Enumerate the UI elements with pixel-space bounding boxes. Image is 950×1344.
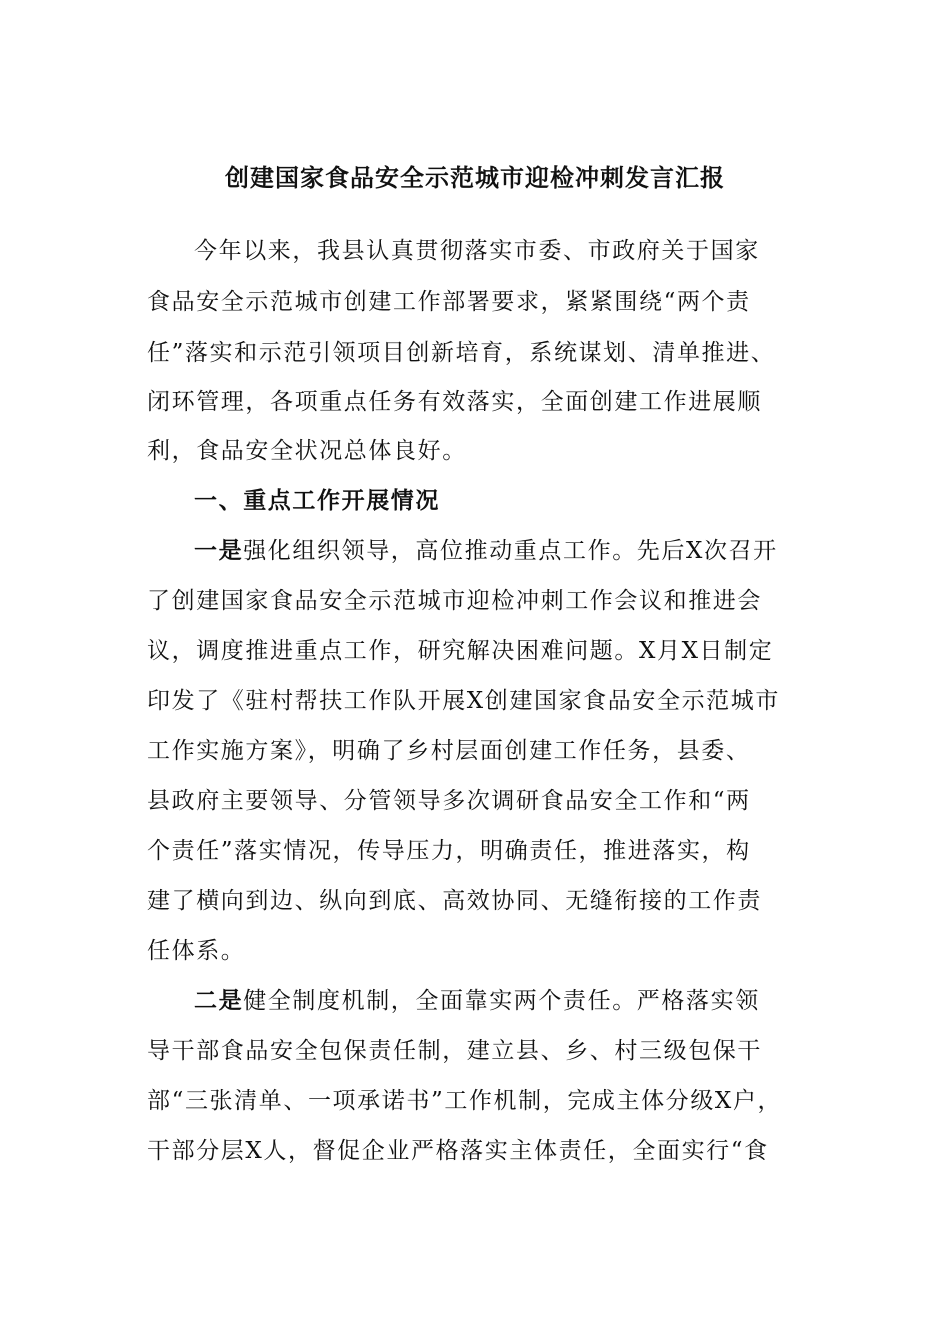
item1-line-7: 个责任”落实情况，传导压力，明确责任，推进落实，构 <box>147 838 751 864</box>
item1-line-3: 议，调度推进重点工作，研究解决困难问题。X月X日制定 <box>147 638 774 664</box>
intro-line-1: 今年以来，我县认真贯彻落实市委、市政府关于国家 <box>194 238 760 264</box>
item2-first-line <box>194 984 760 1018</box>
document-title: 创建国家食品安全示范城市迎检冲刺发言汇报 <box>225 164 725 192</box>
section-heading: 一、重点工作开展情况 <box>194 488 440 514</box>
item2-line-2: 导干部食品安全包保责任制，建立县、乡、村三级包保干 <box>147 1038 762 1064</box>
item2-line-4: 干部分层X人，督促企业严格落实主体责任，全面实行“食 <box>147 1138 769 1164</box>
intro-line-4: 闭环管理，各项重点任务有效落实，全面创建工作进展顺 <box>147 389 762 415</box>
item2-line-3: 部“三张清单、一项承诺书”工作机制，完成主体分级X户， <box>147 1088 783 1114</box>
item2-first-line-text: 健全制度机制，全面靠实两个责任。严格落实领 <box>243 988 760 1014</box>
item1-lead: 一是 <box>194 538 244 564</box>
item1-line-9: 任体系。 <box>147 938 246 964</box>
item1-line-4: 印发了《驻村帮扶工作队开展X创建国家食品安全示范城市 <box>147 688 780 714</box>
item1-first-line-text: 强化组织领导，高位推动重点工作。先后X次召开 <box>243 538 778 564</box>
intro-line-5: 利，食品安全状况总体良好。 <box>147 438 467 464</box>
item1-line-6: 县政府主要领导、分管领导多次调研食品安全工作和“两 <box>147 788 751 814</box>
intro-line-3: 任”落实和示范引领项目创新培育，系统谋划、清单推进、 <box>147 340 776 366</box>
item1-line-8: 建了横向到边、纵向到底、高效协同、无缝衔接的工作责 <box>147 888 762 914</box>
item1-line-2: 了创建国家食品安全示范城市迎检冲刺工作会议和推进会 <box>147 588 762 614</box>
item1-first-line <box>194 534 778 568</box>
item2-lead: 二是 <box>194 988 244 1014</box>
item1-line-5: 工作实施方案》，明确了乡村层面创建工作任务，县委、 <box>147 738 751 764</box>
intro-line-2: 食品安全示范城市创建工作部署要求，紧紧围绕“两个责 <box>147 289 751 315</box>
